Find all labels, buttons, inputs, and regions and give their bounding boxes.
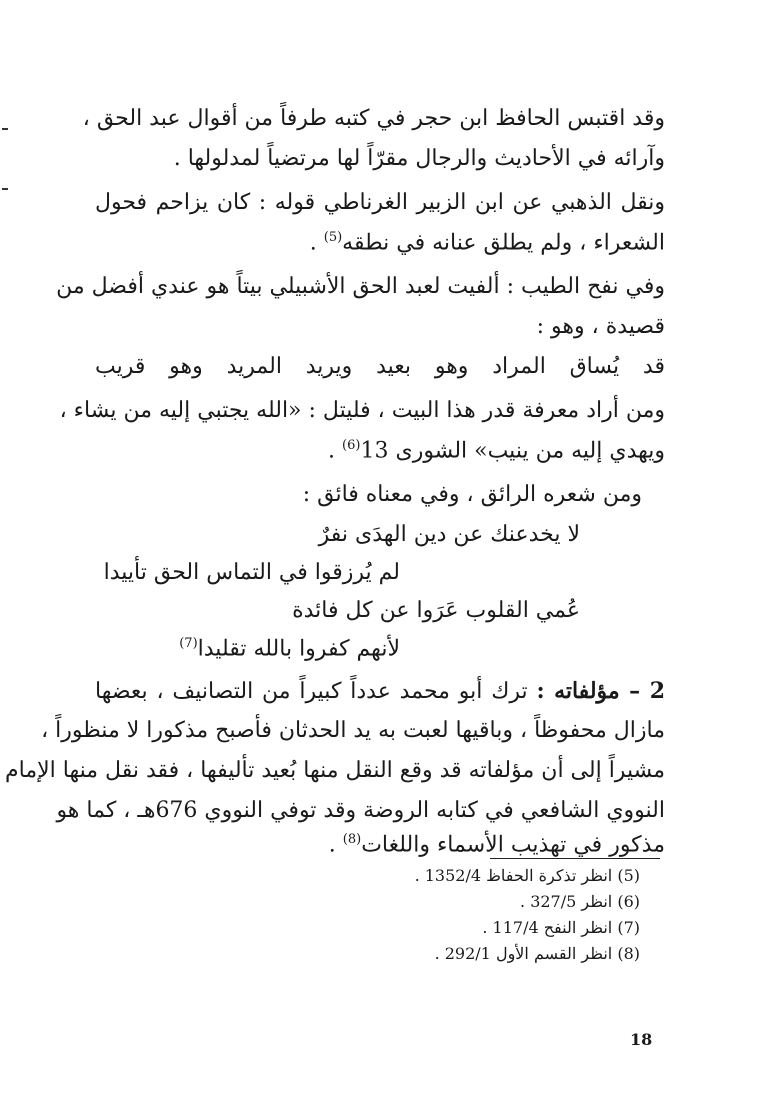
footnote-ref: (7) [179, 636, 198, 651]
poem-line [179, 636, 400, 661]
paragraph-line [328, 438, 665, 463]
line-text: ترك أبو محمد عدداً كبيراً من التصانيف ، بعضها [95, 679, 537, 704]
paragraph-line: ونقل الذهبي عن ابن الزبير الغرناطي قوله : كان يزاحم فحول [95, 190, 665, 215]
paragraph-line: النووي الشافعي في كتابه الروضة وقد توفي النووي 676هـ ، كما هو [56, 798, 665, 823]
paragraph-line: ومن أراد معرفة قدر هذا البيت ، فليتل : «الله يجتبي إليه من يشاء ، [59, 398, 665, 423]
line-text: مذكور في تهذيب الأسماء واللغات [361, 832, 665, 858]
line-text: الشعراء ، ولم يطلق عنانه في نطقه [342, 230, 665, 256]
line-text: ويهدي إليه من ينيب» الشورى 13 [360, 438, 665, 464]
line-end: . [328, 832, 343, 858]
poem-line: لم يُرزقوا في التماس الحق تأييدا [103, 560, 400, 585]
footnote: (5) انظر تذكرة الحفاظ 1352/4 . [414, 866, 640, 885]
verse-line: قد يُساق المراد وهو بعيد ويريد المريد وهو قريب [95, 354, 665, 379]
paragraph-line: وفي نفح الطيب : ألفيت لعبد الحق الأشبيلي بيتاً هو عندي أفضل من [56, 274, 665, 299]
footnote-ref: (8) [342, 832, 362, 847]
footnote-ref: (5) [323, 230, 343, 245]
line-text: لأنهم كفروا بالله تقليدا [197, 636, 400, 662]
page-number: 18 [630, 1030, 653, 1049]
paragraph-line [95, 678, 665, 704]
paragraph-line: مازال محفوظاً ، وباقيها لعبت به يد الحدثان فأصبح مذكورا لا منظوراً ، [41, 718, 665, 743]
paragraph-line: ومن شعره الرائق ، وفي معناه فائق : [302, 482, 642, 507]
footnote-ref: (6) [342, 438, 361, 453]
line-end: . [328, 438, 343, 464]
paragraph-line [329, 832, 665, 857]
paragraph-line: قصيدة ، وهو : [536, 314, 665, 339]
footnote: (8) انظر القسم الأول 292/1 . [434, 944, 640, 963]
footnote: (7) انظر النفح 117/4 . [482, 918, 640, 937]
section-heading: 2 – مؤلفاته : [536, 678, 665, 704]
paragraph-line: مشيراً إلى أن مؤلفاته قد وقع النقل منها بُعيد تأليفها ، فقد نقل منها الإمام [5, 758, 665, 783]
footnote: (6) انظر 327/5 . [520, 892, 640, 911]
paragraph-line: وآرائه في الأحاديث والرجال مقرّاً لها مرتضياً لمدلولها . [173, 146, 665, 171]
paragraph-line: وقد اقتبس الحافظ ابن حجر في كتبه طرفاً من أقوال عبد الحق ، [82, 106, 665, 131]
line-end: . [309, 230, 324, 256]
poem-line: لا يخدعنك عن دين الهدَى نفرٌ [318, 522, 580, 547]
footnote-divider [490, 858, 660, 859]
margin-mark [2, 128, 8, 130]
poem-line: عُمي القلوب عَرَوا عن كل فائدة [292, 598, 580, 623]
margin-mark [2, 188, 8, 190]
paragraph-line [310, 230, 665, 255]
